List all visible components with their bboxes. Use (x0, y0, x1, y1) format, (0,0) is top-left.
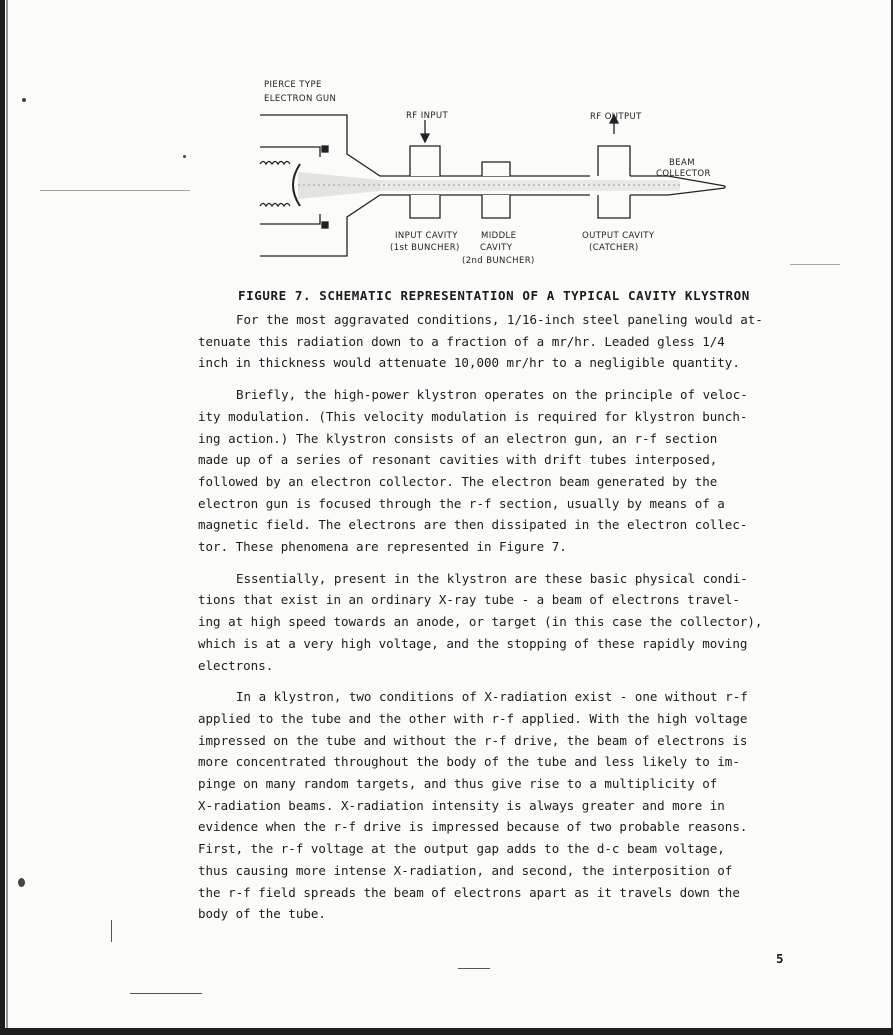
rf-input-arrow (421, 120, 429, 142)
body-text (198, 309, 798, 935)
text-line: First, the r-f voltage at the output gap adds to the d-c beam voltage, (198, 841, 725, 857)
paragraph-operation (198, 384, 798, 558)
text-line: ity modulation. (This velocity modulation is required for klystron bunch- (198, 408, 748, 424)
text-line: tions that exist in an ordinary X-ray tube - a beam of electrons travel- (198, 592, 740, 608)
scan-edge-left-shadow (6, 0, 8, 1035)
scan-smudge-line (458, 968, 490, 969)
text-line: made up of a series of resonant cavities with drift tubes interposed, (198, 452, 718, 468)
label-output-cavity-2: (CATCHER) (589, 243, 639, 253)
text-line: In a klystron, two conditions of X-radiation exist - one without r-f (236, 689, 748, 705)
label-input-cavity-2: (1st BUNCHER) (390, 243, 460, 253)
label-collector-1: BEAM (669, 158, 695, 168)
text-line: Essentially, present in the klystron are these basic physical condi- (236, 570, 748, 586)
label-rf-input: RF INPUT (406, 111, 449, 121)
text-line: ing at high speed towards an anode, or target (in this case the collector), (198, 614, 763, 630)
label-gun-1: PIERCE TYPE (264, 80, 322, 90)
text-line: ing action.) The klystron consists of an electron gun, an r-f section (198, 430, 718, 446)
text-line: Briefly, the high-power klystron operates on the principle of veloc- (236, 387, 748, 403)
scan-smudge-line (40, 190, 190, 191)
text-line: the r-f field spreads the beam of electrons apart as it travels down the (198, 884, 740, 900)
label-output-cavity-1: OUTPUT CAVITY (582, 231, 655, 241)
text-line: X-radiation beams. X-radiation intensity is always greater and more in (198, 797, 725, 813)
text-line: impressed on the tube and without the r-f drive, the beam of electrons is (198, 732, 748, 748)
text-line: inch in thickness would attenuate 10,000 mr/hr to a negligible quantity. (198, 355, 740, 371)
text-line: more concentrated throughout the body of the tube and less likely to im- (198, 754, 740, 770)
text-line: electron gun is focused through the r-f section, usually by means of a (198, 495, 725, 511)
text-line: For the most aggravated conditions, 1/16-inch steel paneling would at- (236, 312, 763, 327)
label-middle-cavity-1: MIDDLE (481, 231, 517, 241)
paragraph-shielding (198, 309, 798, 374)
page-number: 5 (776, 951, 784, 966)
scan-speck (22, 98, 26, 102)
text-line: evidence when the r-f drive is impressed because of two probable reasons. (198, 819, 748, 835)
label-middle-cavity-2: CAVITY (480, 243, 513, 253)
scan-smudge-line (111, 920, 112, 942)
scan-edge-bottom (0, 1028, 893, 1035)
text-line: magnetic field. The electrons are then dissipated in the electron collec- (198, 517, 748, 533)
paragraph-rf-conditions (198, 686, 798, 925)
text-line: followed by an electron collector. The electron beam generated by the (198, 473, 718, 489)
figure-caption: FIGURE 7. SCHEMATIC REPRESENTATION OF A TYPICAL CAVITY KLYSTRON (238, 288, 750, 303)
label-input-cavity-1: INPUT CAVITY (395, 231, 458, 241)
text-line: tenuate this radiation down to a fraction of a mr/hr. Leaded gless 1/4 (198, 333, 725, 349)
scan-smudge-line (790, 264, 840, 265)
label-middle-cavity-3: (2nd BUNCHER) (462, 256, 535, 266)
scan-speck (183, 155, 186, 158)
text-line: pinge on many random targets, and thus give rise to a multiplicity of (198, 776, 718, 792)
klystron-schematic (250, 72, 740, 268)
label-gun-2: ELECTRON GUN (264, 94, 337, 104)
text-line: body of the tube. (198, 906, 326, 922)
text-line: which is at a very high voltage, and the stopping of these rapidly moving (198, 635, 748, 651)
paragraph-xray-conditions (198, 568, 798, 677)
text-line: thus causing more intense X-radiation, and second, the interposition of (198, 862, 733, 878)
scan-speck (18, 878, 25, 887)
label-rf-output: RF OUTPUT (590, 112, 642, 122)
scan-edge-left (0, 0, 5, 1035)
text-line: electrons. (198, 657, 274, 673)
text-line: tor. These phenomena are represented in Figure 7. (198, 539, 567, 555)
scan-smudge-line (130, 993, 202, 994)
label-collector-2: COLLECTOR (656, 169, 711, 179)
text-line: applied to the tube and the other with r-f applied. With the high voltage (198, 710, 748, 726)
